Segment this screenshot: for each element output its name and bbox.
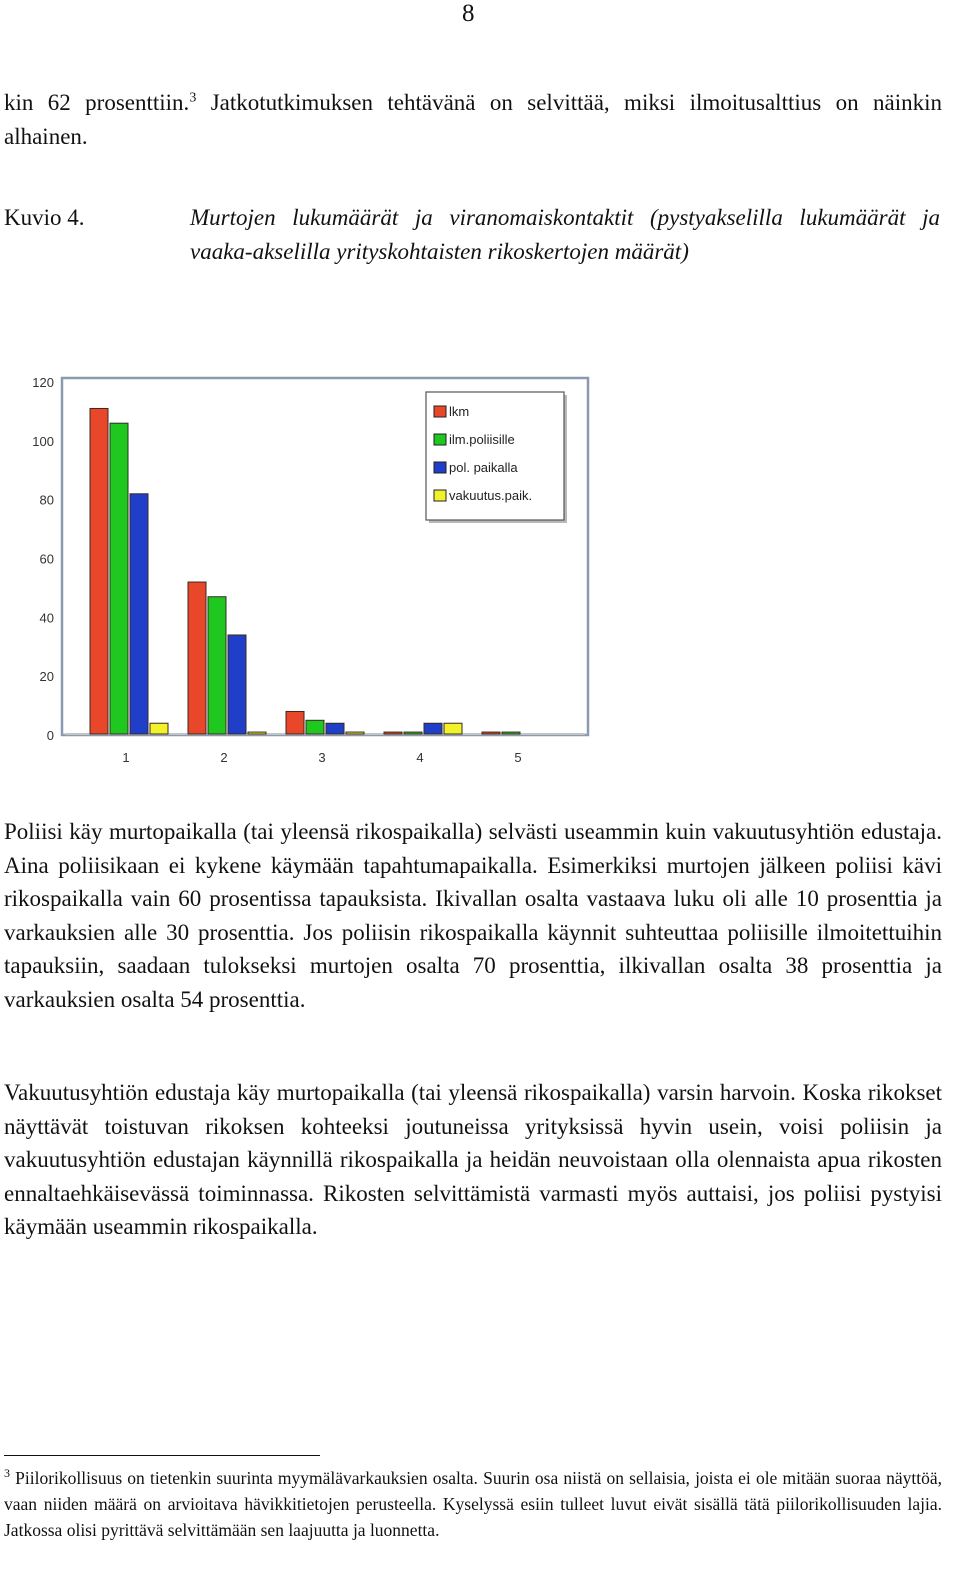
bar [248,732,266,734]
bar [444,723,462,734]
bar [130,494,148,734]
intro-text-cont: Jatkotutkimuksen tehtävänä on selvittää, miksi ilmoitusalttius on näinkin alhainen. [4,90,942,149]
legend-label: pol. paikalla [449,460,518,475]
footnote-divider [4,1455,320,1456]
x-axis-ticks [122,750,521,765]
y-axis-ticks [32,375,54,743]
bar-chart [0,360,620,780]
bar [404,732,422,734]
bar [424,723,442,734]
bar [482,732,500,734]
page-number: 8 [462,0,475,27]
intro-text: kin 62 prosenttiin. [4,90,190,115]
y-tick-label: 0 [46,728,54,743]
y-tick-label: 20 [39,669,54,685]
bar [326,723,344,734]
bar [228,635,246,734]
footnote-number: 3 [4,1466,10,1481]
bar [346,732,364,734]
x-tick-label: 4 [416,750,424,765]
bar [110,423,128,734]
y-tick-label: 40 [39,610,54,626]
legend-label: ilm.poliisille [449,432,515,447]
legend-swatch [434,462,446,473]
footnote-ref[interactable]: 3 [189,90,197,106]
x-tick-label: 1 [122,750,130,765]
bar [286,711,304,734]
legend-swatch [434,406,446,417]
y-tick-label: 60 [39,551,54,567]
body-paragraph-1: Poliisi käy murtopaikalla (tai yleensä rikospaikalla) selvästi useammin kuin vakuutusyhtiön edustaja. Aina poliisikaan ei kykene käymään tapahtumapaikalla. Esimerkiksi murtojen jälkeen poliisi kävi rikospaikalla vain 60 prosentissa tapauksista. Ikivallan osalta vastaava luku oli alle 10 prosenttia ja varkauksien alle 30 prosenttia. Jos poliisin rikospaikalla käynnit suhteuttaa poliisille ilmoitettuihin tapauksiin, saadaan tulokseksi murtojen osalta 70 prosenttia, ilkivallan osalta 38 prosenttia ja varkauksien osalta 54 prosenttia. [4,819,942,1012]
bar [502,732,520,734]
y-tick-label: 120 [32,375,54,390]
bar [208,597,226,734]
legend-label: lkm [449,404,470,419]
intro-paragraph [4,86,942,153]
chart-legend [426,392,567,523]
y-tick-label: 100 [32,433,54,449]
footnote-text: Piilorikollisuus on tietenkin suurinta myymälävarkauksien osalta. Suurin osa niistä on sellaisia, joista ei ole mitään suoraa näyttöä, vaan niiden määrä on arvioitava hävikkitietojen perusteella. Kyselyssä esiin tulleet luvut eivät sisällä tätä piilorikollisuuden lajia. Jatkossa olisi pyrittävä selvittämään sen laajuutta ja luonnetta. [4,1468,942,1540]
figure-label: Kuvio 4. [4,205,85,230]
chart-svg [0,360,620,780]
body-paragraph-2: Vakuutusyhtiön edustaja käy murtopaikalla (tai yleensä rikospaikalla) varsin harvoin. Koska rikokset näyttävät toistuvan rikoksen kohteeksi joutuneissa yrityksissä hyvin usein, voisi poliisin ja vakuutusyhtiön edustajan käynnillä rikospaikalla ja heidän neuvoistaan olla olennaista apua rikosten ennaltaehkäisevässä toiminnassa. Rikosten selvittämistä varmasti myös auttaisi, jos poliisi pystyisi käymään useammin rikospaikalla. [4,1080,942,1239]
bar [384,732,402,734]
footnote [4,1465,942,1543]
x-tick-label: 5 [514,750,522,765]
bar [306,720,324,734]
bar [90,408,108,734]
legend-swatch [434,490,446,501]
y-tick-label: 80 [39,492,54,508]
legend-label: vakuutus.paik. [449,488,533,503]
x-tick-label: 3 [318,750,326,765]
legend-swatch [434,434,446,445]
bar [188,582,206,734]
figure-caption: Murtojen lukumäärät ja viranomaiskontaktit (pystyakselilla lukumäärät ja vaaka-akselilla yrityskohtaisten rikoskertojen määrät) [190,205,940,264]
x-tick-label: 2 [220,750,228,765]
bar [150,723,168,734]
